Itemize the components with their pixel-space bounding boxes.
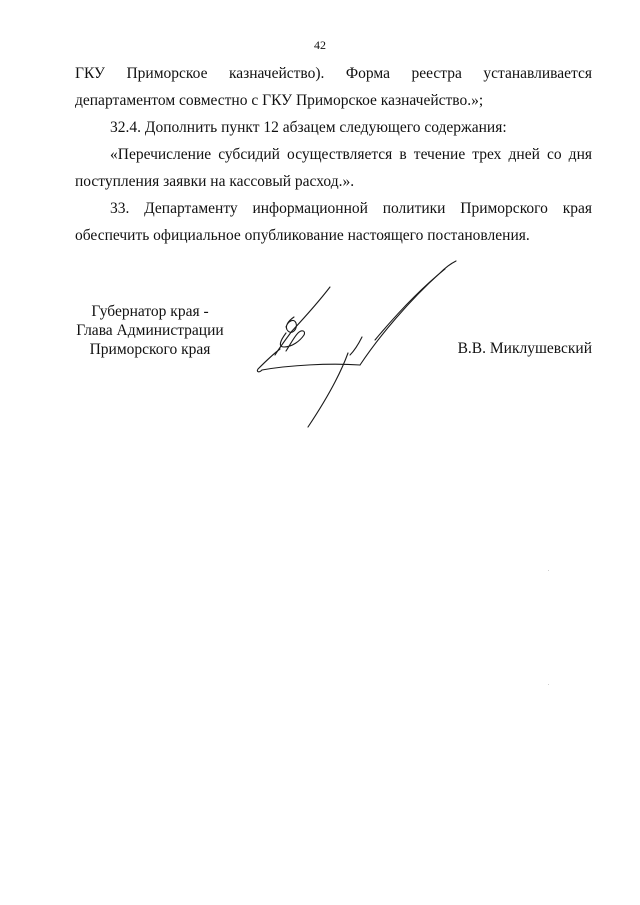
text-line: «Перечисление субсидий осуществляется в течение трех дней со дня [110, 146, 592, 163]
signatory-title-line: Приморского края [89, 341, 211, 358]
signatory-title-line: Губернатор края - [91, 303, 209, 320]
text-line: ГКУ Приморское казначейство). Форма реестра устанавливается [75, 65, 592, 82]
paragraph-registry-continuation [75, 60, 592, 114]
scan-speck [548, 570, 549, 571]
document-body [75, 60, 592, 249]
text-line: департаментом совместно с ГКУ Приморское казначейство.»; [75, 92, 484, 109]
text-line: поступления заявки на кассовый расход.». [75, 173, 355, 190]
paragraph-publication-order [75, 195, 592, 249]
paragraph-amend-point: 32.4. Дополнить пункт 12 абзацем следующего содержания: [110, 119, 507, 136]
paragraph-subsidy-quote [75, 141, 592, 195]
signatory-title [70, 302, 230, 359]
scan-speck [548, 684, 549, 685]
page-number: 42 [314, 38, 326, 52]
signatory-title-line: Глава Администрации [76, 322, 224, 339]
handwritten-signature-icon [250, 255, 465, 435]
text-line: обеспечить официальное опубликование настоящего постановления. [75, 227, 530, 244]
text-line: 33. Департаменту информационной политики Приморского края [110, 200, 592, 217]
signer-name: В.В. Миклушевский [457, 340, 592, 357]
